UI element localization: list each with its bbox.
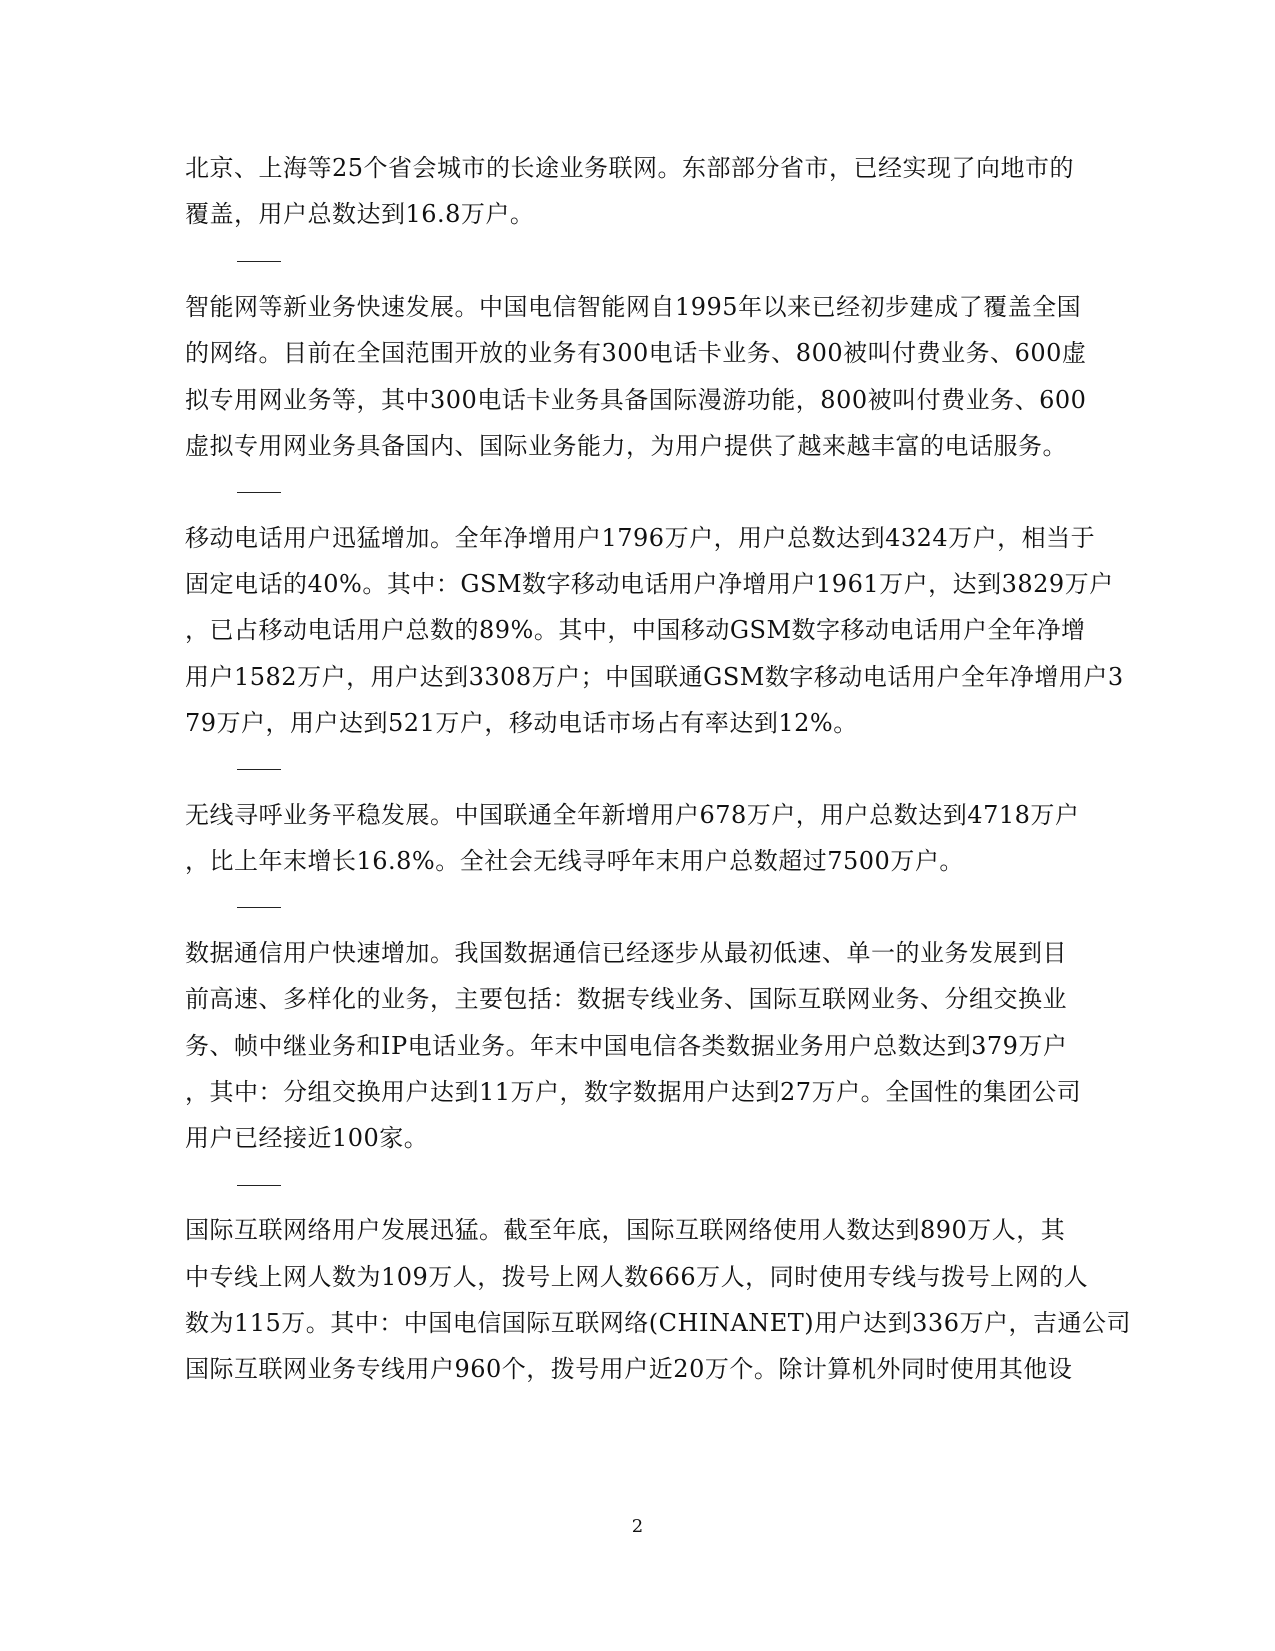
paragraph-line: 务、帧中继业务和IP电话业务。年末中国电信各类数据业务用户总数达到379万户 xyxy=(185,1032,1068,1060)
paragraph-line: 覆盖，用户总数达到16.8万户。 xyxy=(185,200,535,228)
paragraph-line: 前高速、多样化的业务，主要包括：数据专线业务、国际互联网业务、分组交换业 xyxy=(185,985,1067,1013)
paragraph-line: ，比上年末增长16.8%。全社会无线寻呼年末用户总数超过7500万户。 xyxy=(185,847,964,875)
paragraph-line: 国际互联网络用户发展迅猛。截至年底，国际互联网络使用人数达到890万人，其 xyxy=(185,1216,1066,1244)
dash-separator xyxy=(237,492,281,493)
paragraph-line: 用户已经接近100家。 xyxy=(185,1124,429,1152)
paragraph-line: 智能网等新业务快速发展。中国电信智能网自1995年以来已经初步建成了覆盖全国 xyxy=(185,293,1082,321)
dash-separator xyxy=(237,769,281,770)
page-number: 2 xyxy=(631,1516,644,1537)
paragraph-line: 北京、上海等25个省会城市的长途业务联网。东部部分省市，已经实现了向地市的 xyxy=(185,154,1075,182)
paragraph-line: 无线寻呼业务平稳发展。中国联通全年新增用户678万户，用户总数达到4718万户 xyxy=(185,801,1080,829)
paragraph-line: 国际互联网业务专线用户960个，拨号用户近20万个。除计算机外同时使用其他设 xyxy=(185,1355,1073,1383)
paragraph-line: 中专线上网人数为109万人，拨号上网人数666万人，同时使用专线与拨号上网的人 xyxy=(185,1263,1089,1291)
paragraph-line: 移动电话用户迅猛增加。全年净增用户1796万户，用户总数达到4324万户，相当于 xyxy=(185,524,1096,552)
paragraph-line: 数为115万。其中：中国电信国际互联网络(CHINANET)用户达到336万户，吉通公司 xyxy=(185,1309,1131,1337)
dash-separator xyxy=(237,1185,281,1186)
paragraph-line: 虚拟专用网业务具备国内、国际业务能力，为用户提供了越来越丰富的电话服务。 xyxy=(185,432,1067,460)
paragraph-line: 用户1582万户，用户达到3308万户；中国联通GSM数字移动电话用户全年净增用户3 xyxy=(185,663,1124,691)
paragraph-line: 固定电话的40%。其中：GSM数字移动电话用户净增用户1961万户，达到3829万户 xyxy=(185,570,1114,598)
paragraph-line: 79万户，用户达到521万户，移动电话市场占有率达到12%。 xyxy=(185,709,858,737)
paragraph-line: ，其中：分组交换用户达到11万户，数字数据用户达到27万户。全国性的集团公司 xyxy=(185,1078,1082,1106)
paragraph-line: 数据通信用户快速增加。我国数据通信已经逐步从最初低速、单一的业务发展到目 xyxy=(185,939,1067,967)
dash-separator xyxy=(237,261,281,262)
paragraph-line: 的网络。目前在全国范围开放的业务有300电话卡业务、800被叫付费业务、600虚 xyxy=(185,339,1087,367)
paragraph-line: 拟专用网业务等，其中300电话卡业务具备国际漫游功能，800被叫付费业务、600 xyxy=(185,386,1087,414)
dash-separator xyxy=(237,907,281,908)
paragraph-line: ，已占移动电话用户总数的89%。其中，中国移动GSM数字移动电话用户全年净增 xyxy=(185,616,1086,644)
